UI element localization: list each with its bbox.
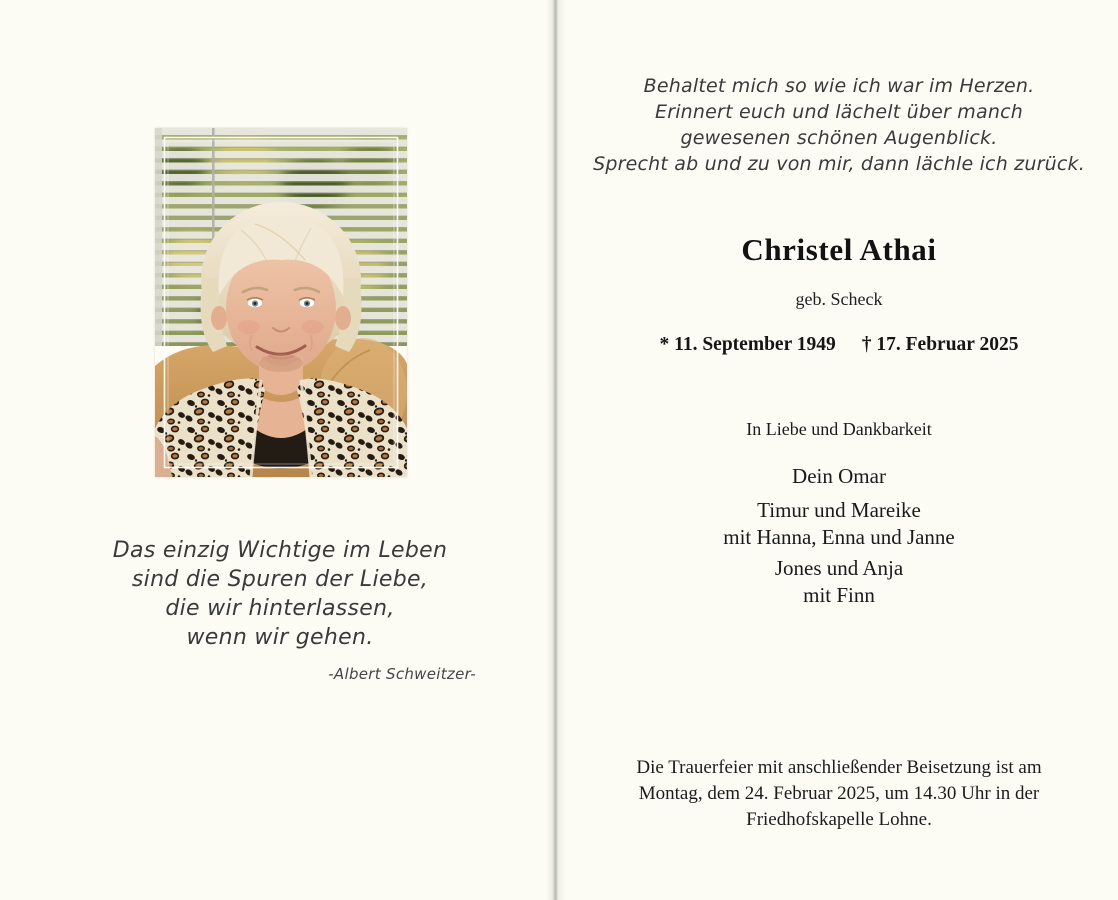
funeral-announcement xyxy=(560,755,1118,833)
dedication-line: In Liebe und Dankbarkeit xyxy=(746,419,932,439)
family-line: Jones und Anja xyxy=(774,556,904,580)
deceased-name: Christel Athai xyxy=(741,232,937,267)
quote-line: sind die Spuren der Liebe, xyxy=(131,567,429,592)
death-date: † 17. Februar 2025 xyxy=(861,334,1019,355)
funeral-line: Montag, dem 24. Februar 2025, um 14.30 Uhr in der xyxy=(638,783,1040,804)
quote-line: wenn wir gehen. xyxy=(186,625,374,650)
remembrance-poem xyxy=(560,73,1118,177)
family-line: Timur und Mareike xyxy=(757,498,921,522)
portrait-photo-graphic xyxy=(155,128,407,477)
poem-line: gewesenen schönen Augenblick. xyxy=(680,127,998,149)
life-dates xyxy=(560,334,1118,356)
poem-line: Erinnert euch und lächelt über manch xyxy=(654,101,1023,123)
funeral-line: Friedhofskapelle Lohne. xyxy=(746,809,932,830)
quote-line: Das einzig Wichtige im Leben xyxy=(112,538,448,563)
family-line: mit Finn xyxy=(803,583,875,607)
funeral-line: Die Trauerfeier mit anschließender Beisetzung ist am xyxy=(636,757,1042,778)
poem-line: Behaltet mich so wie ich war im Herzen. xyxy=(643,75,1035,97)
right-panel xyxy=(560,0,1118,900)
portrait-photo xyxy=(155,128,407,477)
poem-line: Sprecht ab und zu von mir, dann lächle ich zurück. xyxy=(593,153,1085,175)
left-panel xyxy=(0,0,548,900)
quote-line: die wir hinterlassen, xyxy=(165,596,395,621)
family-line: mit Hanna, Enna und Janne xyxy=(723,525,955,549)
family-line: Dein Omar xyxy=(792,464,886,488)
birth-date: * 11. September 1949 xyxy=(659,334,836,355)
maiden-name: geb. Scheck xyxy=(795,289,883,309)
quote-attribution: -Albert Schweitzer- xyxy=(328,665,476,683)
family-list xyxy=(560,463,1118,609)
memorial-quote xyxy=(80,536,480,689)
